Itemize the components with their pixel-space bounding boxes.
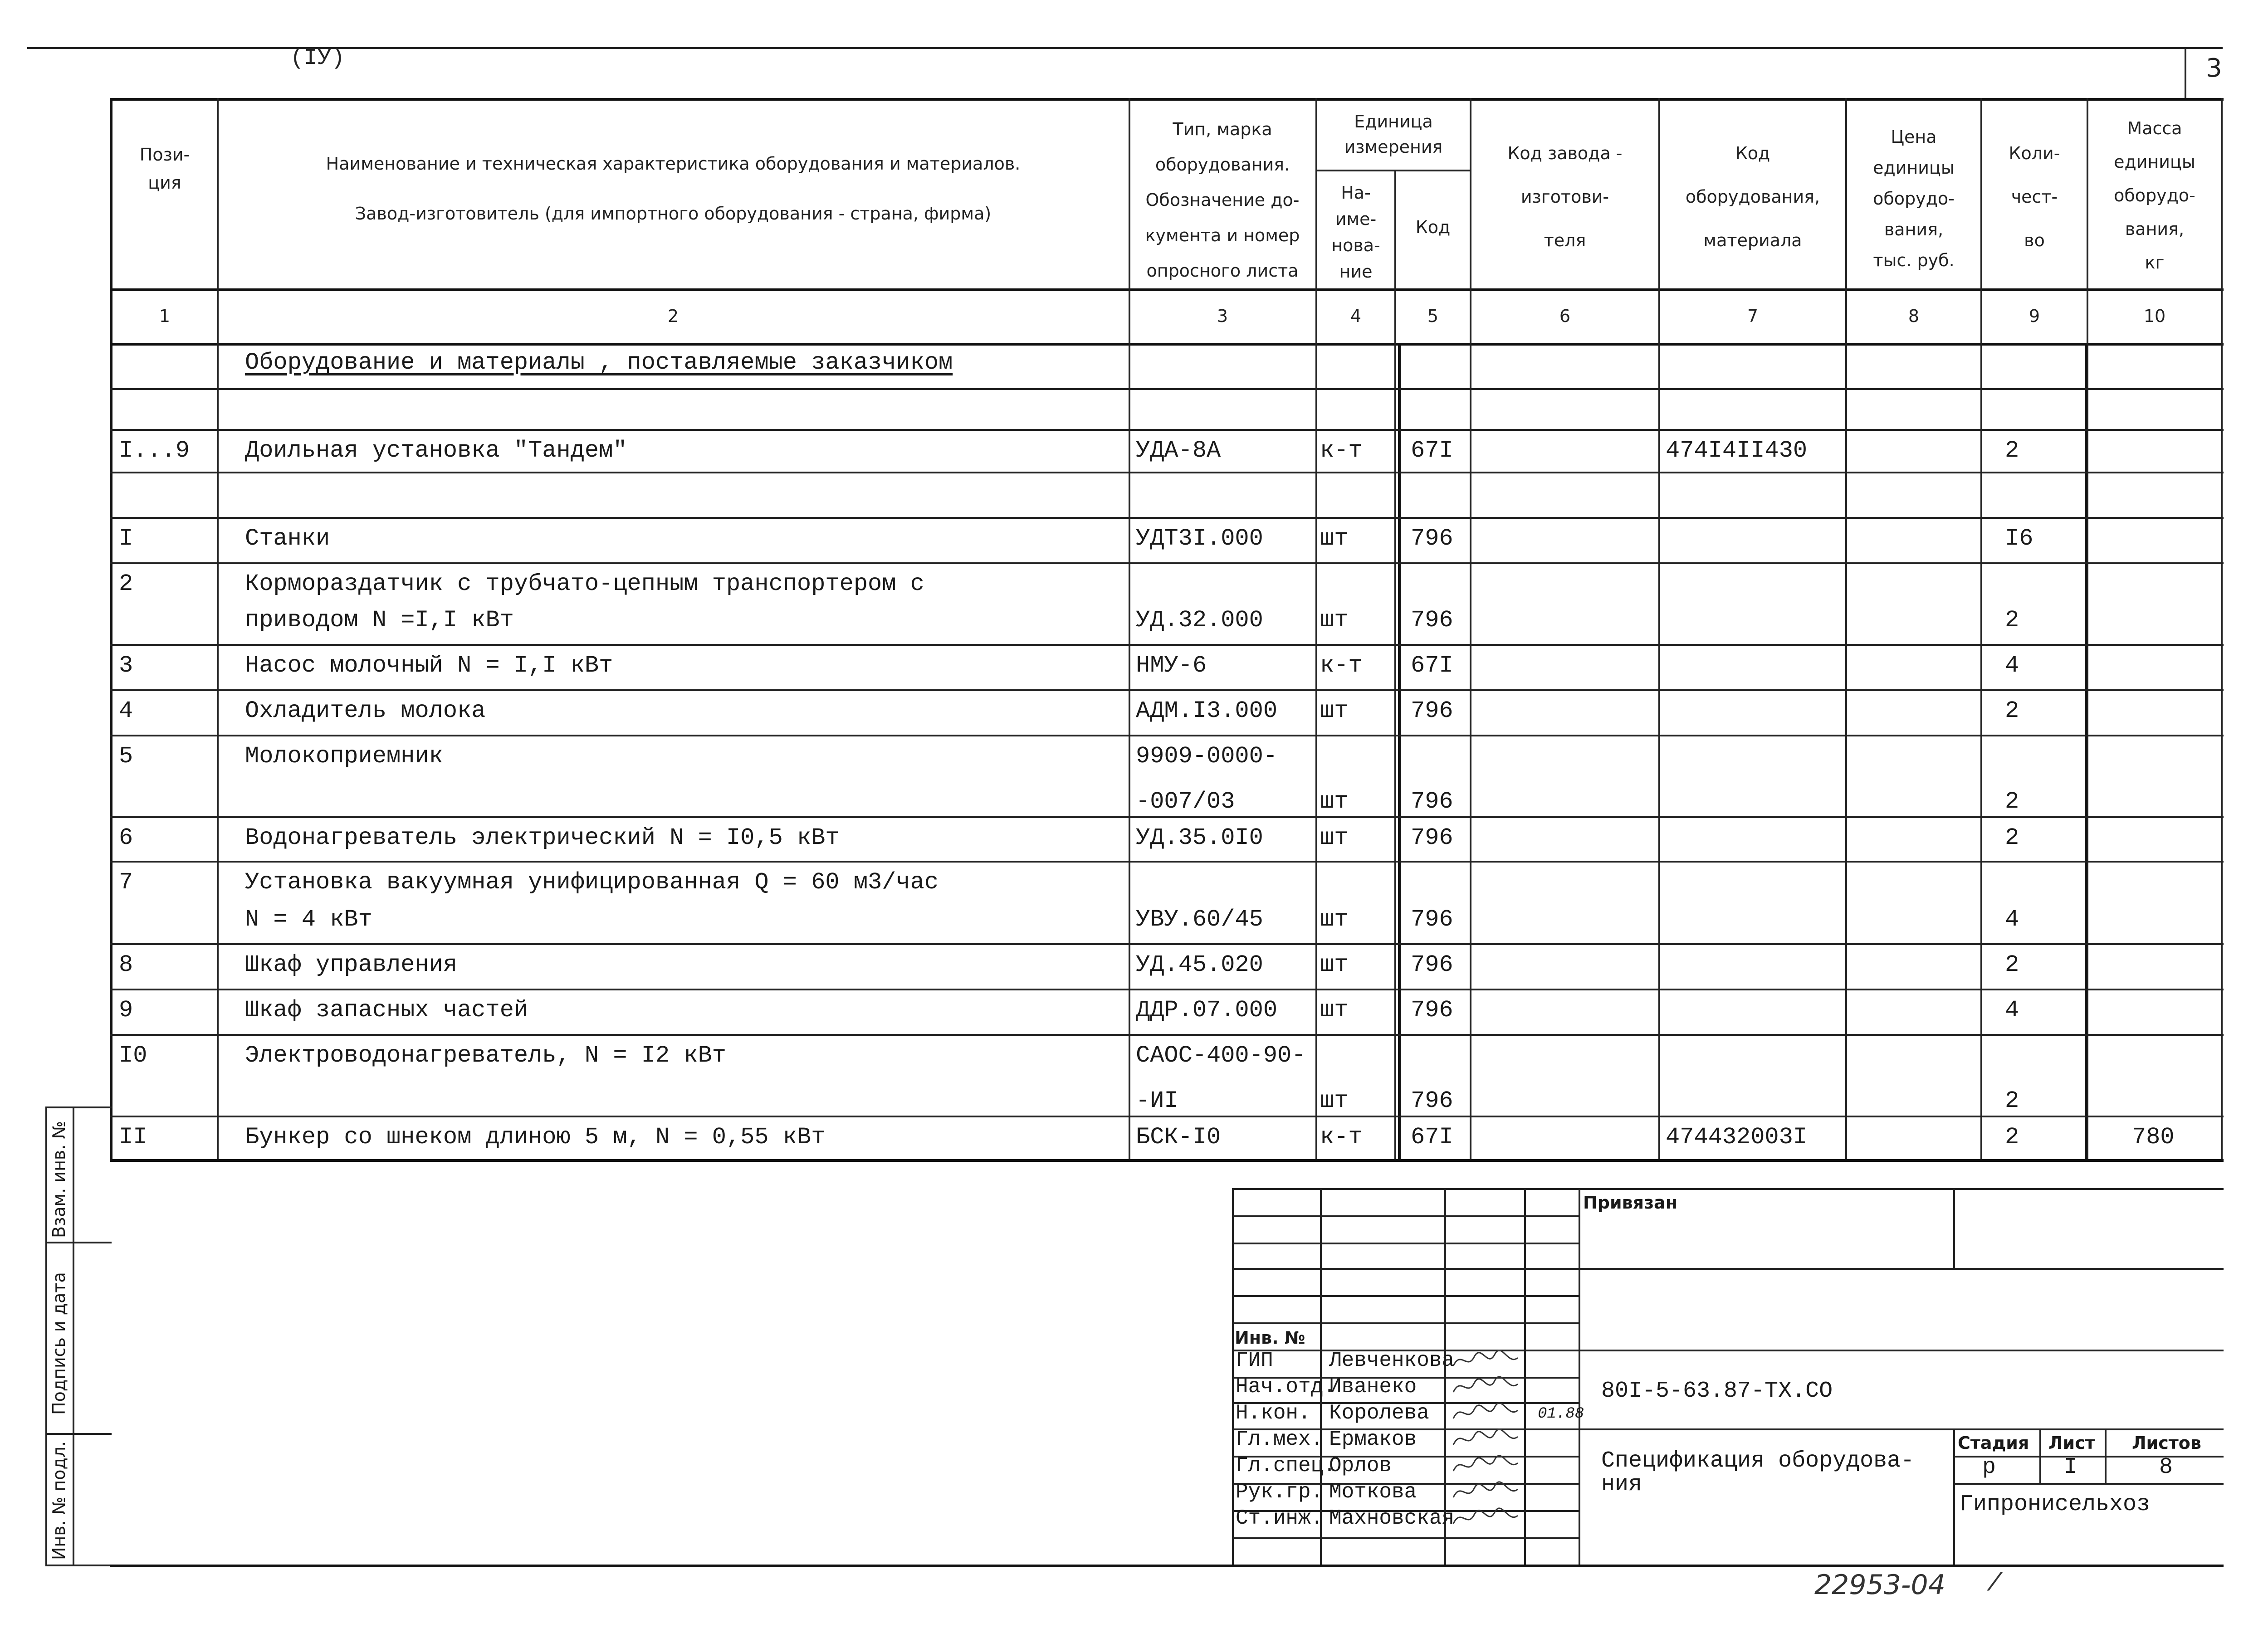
row-unit: шт (1320, 1087, 1349, 1114)
section-mark: (IУ) (290, 45, 345, 71)
row-type: АДМ.I3.000 (1136, 697, 1278, 724)
header-type: Тип, марка оборудования. Обозначение до- кумента и номер опросного листа (1145, 119, 1300, 281)
row-name: Молокоприемник (245, 743, 443, 770)
signature-mark (1452, 1427, 1520, 1452)
sheet-label: Лист (2048, 1433, 2095, 1453)
side-stamp-original-inv: Инв. № подл. (49, 1441, 69, 1560)
row-unit: шт (1320, 997, 1349, 1024)
row-unit: шт (1320, 525, 1349, 552)
row-quantity: 2 (2005, 824, 2019, 851)
colnum-2: 2 (667, 306, 679, 326)
header-position: Пози- ция (139, 145, 190, 193)
footer-check-mark: / (1987, 1569, 2002, 1598)
row-quantity: 2 (2005, 951, 2019, 978)
row-position: 9 (119, 997, 133, 1024)
row-quantity: 2 (2005, 437, 2019, 464)
row-quantity: 4 (2005, 652, 2019, 679)
privyazan-label: Привязан (1583, 1193, 1678, 1213)
colnum-4: 4 (1350, 306, 1362, 326)
row-type: ДДР.07.000 (1136, 997, 1278, 1024)
row-type: -ИI (1136, 1087, 1178, 1114)
header-mass: Масса единицы оборудо- вания, кг (2114, 118, 2195, 273)
row-unit: шт (1320, 788, 1349, 815)
row-name: Охладитель молока (245, 697, 486, 724)
signatory-name: Орлов (1329, 1454, 1392, 1477)
signatory-role: Нач.отд. (1236, 1375, 1336, 1399)
row-name: Шкаф запасных частей (245, 997, 528, 1024)
row-position: 7 (119, 869, 133, 896)
row-unit: к-т (1320, 652, 1363, 679)
row-type: УД.35.0I0 (1136, 824, 1263, 851)
row-type: УВУ.60/45 (1136, 906, 1263, 933)
header-price: Цена единицы оборудо- вания, тыс. руб. (1873, 127, 1955, 270)
row-unit-code: 796 (1411, 906, 1453, 933)
colnum-7: 7 (1747, 306, 1759, 326)
row-unit-code: 796 (1411, 997, 1453, 1024)
row-position: II (119, 1124, 147, 1150)
signature-mark (1452, 1400, 1520, 1426)
row-type: УДТ3I.000 (1136, 525, 1263, 552)
row-unit-code: 67I (1411, 1124, 1453, 1150)
row-position: 2 (119, 570, 133, 597)
signatory-role: ГИП (1236, 1349, 1273, 1372)
document-title-line2: ния (1601, 1472, 1642, 1497)
row-unit: шт (1320, 824, 1349, 851)
stage-value: р (1982, 1454, 1996, 1480)
row-name: Доильная установка "Тандем" (245, 437, 627, 464)
row-quantity: 2 (2005, 697, 2019, 724)
row-unit-code: 67I (1411, 437, 1453, 464)
row-unit-code: 796 (1411, 1087, 1453, 1114)
signatory-name: Иванеко (1329, 1375, 1417, 1399)
signature-mark (1452, 1348, 1520, 1373)
row-unit-code: 796 (1411, 788, 1453, 815)
row-position: I0 (119, 1042, 147, 1069)
row-type: -007/03 (1136, 788, 1235, 815)
organization: Гипронисельхоз (1960, 1492, 2151, 1517)
colnum-1: 1 (159, 306, 171, 326)
row-equipment-code: 474432003I (1666, 1124, 1808, 1150)
row-quantity: I6 (2005, 525, 2033, 552)
row-position: 8 (119, 951, 133, 978)
header-factory-code: Код завода - изготови- теля (1507, 143, 1623, 250)
row-mass: 780 (2132, 1124, 2175, 1150)
row-type: УД.45.020 (1136, 951, 1263, 978)
colnum-5: 5 (1427, 306, 1439, 326)
row-position: 4 (119, 697, 133, 724)
page-number: 3 (2206, 54, 2222, 83)
signatory-role: Рук.гр. (1236, 1480, 1324, 1504)
row-position: I (119, 525, 133, 552)
header-unit-name: На- име- нова- ние (1331, 183, 1380, 282)
signatory-name: Левченкова (1329, 1349, 1455, 1372)
row-unit: шт (1320, 951, 1349, 978)
row-name: Насос молочный N = I,I кВт (245, 652, 613, 679)
row-unit-code: 796 (1411, 607, 1453, 634)
signatory-name: Моткова (1329, 1480, 1417, 1504)
row-quantity: 4 (2005, 997, 2019, 1024)
row-unit: шт (1320, 697, 1349, 724)
colnum-3: 3 (1217, 306, 1228, 326)
row-position: I...9 (119, 437, 190, 464)
signatory-role: Ст.инж. (1236, 1506, 1324, 1530)
row-quantity: 2 (2005, 1124, 2019, 1150)
document-title-line1: Спецификация оборудова- (1601, 1448, 1915, 1474)
date-mark: 01.88 (1538, 1405, 1584, 1423)
sheets-value: 8 (2159, 1454, 2173, 1480)
row-name: Установка вакуумная унифицированная Q = 60 м3/час (245, 869, 939, 896)
row-name: приводом N =I,I кВт (245, 607, 514, 634)
signature-mark (1452, 1374, 1520, 1399)
row-unit: к-т (1320, 1124, 1363, 1150)
row-type: 9909-0000- (1136, 743, 1278, 770)
row-unit-code: 67I (1411, 652, 1453, 679)
section-title: Оборудование и материалы , поставляемые заказчиком (245, 349, 953, 376)
row-name: Станки (245, 525, 330, 552)
row-position: 3 (119, 652, 133, 679)
sheet-value: I (2064, 1454, 2078, 1480)
inventory-number-label: Инв. № (1235, 1328, 1305, 1348)
row-quantity: 2 (2005, 1087, 2019, 1114)
signature-mark (1452, 1506, 1520, 1531)
row-type: БСК-I0 (1136, 1124, 1221, 1150)
row-quantity: 4 (2005, 906, 2019, 933)
row-unit-code: 796 (1411, 697, 1453, 724)
header-name-line2: Завод-изготовитель (для импортного оборудования - страна, фирма) (355, 204, 992, 224)
header-equipment-code: Код оборудования, материала (1685, 143, 1820, 250)
header-unit-code: Код (1415, 217, 1451, 237)
stage-label: Стадия (1958, 1433, 2029, 1453)
signature-mark (1452, 1453, 1520, 1478)
header-name-line1: Наименование и техническая характеристика оборудования и материалов. (326, 154, 1021, 174)
row-unit-code: 796 (1411, 951, 1453, 978)
signatory-name: Махновская (1329, 1506, 1455, 1530)
signatory-name: Ермаков (1329, 1428, 1417, 1451)
signature-mark (1452, 1479, 1520, 1505)
header-quantity: Коли- чест- во (2009, 143, 2060, 250)
header-unit: Единица измерения (1344, 112, 1443, 157)
row-name: Электроводонагреватель, N = I2 кВт (245, 1042, 726, 1069)
row-name: Шкаф управления (245, 951, 458, 978)
row-unit: к-т (1320, 437, 1363, 464)
colnum-9: 9 (2028, 306, 2040, 326)
signatory-role: Гл.спец. (1236, 1454, 1336, 1477)
row-quantity: 2 (2005, 607, 2019, 634)
signatory-role: Гл.мех. (1236, 1428, 1324, 1451)
colnum-10: 10 (2143, 306, 2166, 326)
row-position: 5 (119, 743, 133, 770)
row-unit-code: 796 (1411, 525, 1453, 552)
row-type: НМУ-6 (1136, 652, 1207, 679)
row-type: САОС-400-90- (1136, 1042, 1306, 1069)
row-type: УДА-8А (1136, 437, 1221, 464)
signatory-name: Королева (1329, 1401, 1429, 1425)
row-name: Кормораздатчик с трубчато-цепным транспортером с (245, 570, 924, 597)
footer-stamp: 22953-04 (1814, 1569, 1945, 1601)
side-stamp-replaced-inv: Взам. инв. № (49, 1121, 69, 1238)
row-unit: шт (1320, 906, 1349, 933)
row-name: Водонагреватель электрический N = I0,5 кВт (245, 824, 840, 851)
sheets-label: Листов (2132, 1433, 2201, 1453)
row-unit: шт (1320, 607, 1349, 634)
side-stamp-signature-date: Подпись и дата (49, 1272, 69, 1415)
colnum-8: 8 (1908, 306, 1920, 326)
signatory-role: Н.кон. (1236, 1401, 1311, 1425)
colnum-6: 6 (1559, 306, 1571, 326)
row-type: УД.32.000 (1136, 607, 1263, 634)
row-quantity: 2 (2005, 788, 2019, 815)
document-code: 80I-5-63.87-ТХ.СО (1601, 1378, 1833, 1404)
row-unit-code: 796 (1411, 824, 1453, 851)
row-name: N = 4 кВт (245, 906, 372, 933)
row-position: 6 (119, 824, 133, 851)
row-equipment-code: 474I4II430 (1666, 437, 1808, 464)
row-name: Бункер со шнеком длиною 5 м, N = 0,55 кВт (245, 1124, 826, 1150)
